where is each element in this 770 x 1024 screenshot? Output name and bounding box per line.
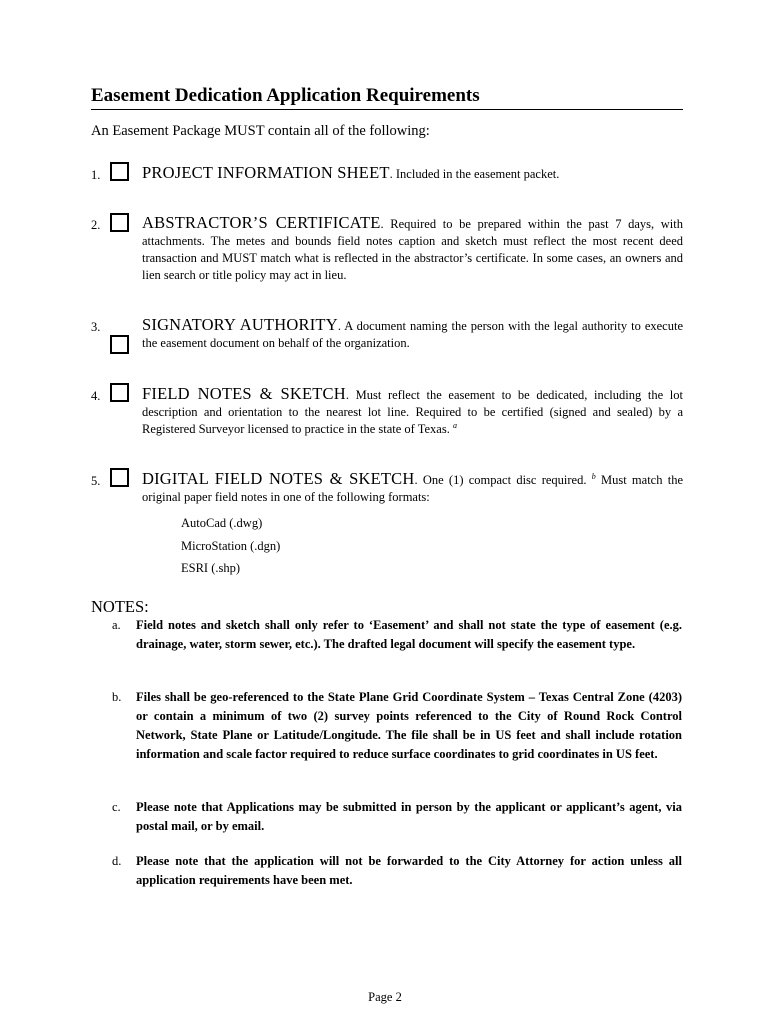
checkbox-signatory-authority[interactable] [110, 335, 129, 354]
note-text: Please note that the application will not be forwarded to the City Attorney for action unless all application requirements have been met. [136, 854, 682, 887]
format-item: MicroStation (.dgn) [181, 538, 281, 553]
page-title: Easement Dedication Application Requirements [91, 84, 683, 110]
requirement-heading: PROJECT INFORMATION SHEET [142, 163, 390, 182]
requirement-heading: ABSTRACTOR’S CERTIFICATE [142, 213, 381, 232]
footnote-marker: b [591, 472, 596, 481]
requirement-text-continued: Must match the original paper field notes in one of the following formats: [142, 473, 683, 504]
note-text: Please note that Applications may be submitted in person by the applicant or applicant’s agent, via postal mail, or by email. [136, 800, 682, 833]
notes-heading [91, 597, 149, 617]
requirement-text: . A document naming the person with the legal authority to execute the easement document on behalf of the organization. [142, 319, 684, 350]
format-item: ESRI (.shp) [181, 561, 241, 575]
note-text: Field notes and sketch shall only refer to ‘Easement’ and shall not state the type of easement (e.g. drainage, water, storm sewer, etc.). The drafted legal document will specify the easement type. [136, 618, 682, 651]
notes-colon: : [144, 597, 149, 616]
checkbox-field-notes-sketch[interactable] [110, 383, 129, 402]
requirement-number: 3. [91, 320, 101, 334]
notes-title: NOTES [91, 597, 145, 616]
requirement-heading: DIGITAL FIELD NOTES & SKETCH [142, 469, 415, 488]
format-list [181, 512, 280, 580]
requirement-text: . Required to be prepared within the past 7 days, with attachments. The metes and bounds field notes caption and sketch must reflect the most recent deed transaction and MUST match what is reflected in the abstractor’s certificate. In some cases, an owners and lien search or title policy may act in lieu. [142, 217, 683, 282]
note-letter: c. [112, 800, 121, 814]
requirement-number: 5. [91, 474, 101, 488]
requirement-heading: SIGNATORY AUTHORITY [142, 315, 338, 334]
note-letter: d. [112, 854, 122, 868]
requirement-text: . Must reflect the easement to be dedicated, including the lot description and orientation to the nearest lot line. Required to be certified (signed and sealed) by a Registered Surveyor licensed to practice in the state of Texas. [142, 388, 683, 436]
intro-text: An Easement Package MUST contain all of the following: [91, 123, 430, 139]
requirement-text: . One (1) compact disc required. [414, 473, 587, 487]
note-letter: b. [112, 690, 122, 704]
requirement-text: . Included in the easement packet. [389, 167, 560, 181]
requirement-number: 2. [91, 218, 101, 232]
requirement-number: 4. [91, 389, 101, 403]
footnote-marker: a [452, 421, 457, 430]
note-text: Files shall be geo-referenced to the State Plane Grid Coordinate System – Texas Central Zone (4203) or contain a minimum of two (2) survey points referenced to the City of Round Rock Control Network, State Plane or Latitude/Longitude. The file shall be in US feet and shall include rotation information and scale factor required to reduce surface coordinates to grid coordinates in US feet. [136, 690, 682, 761]
checkbox-abstractors-certificate[interactable] [110, 213, 129, 232]
note-letter: a. [112, 618, 121, 632]
requirement-heading: FIELD NOTES & SKETCH [142, 384, 346, 403]
page-number: Page 2 [368, 990, 402, 1004]
checkbox-project-information[interactable] [110, 162, 129, 181]
checkbox-digital-field-notes[interactable] [110, 468, 129, 487]
format-item: AutoCad (.dwg) [181, 516, 263, 530]
requirement-number: 1. [91, 168, 101, 182]
